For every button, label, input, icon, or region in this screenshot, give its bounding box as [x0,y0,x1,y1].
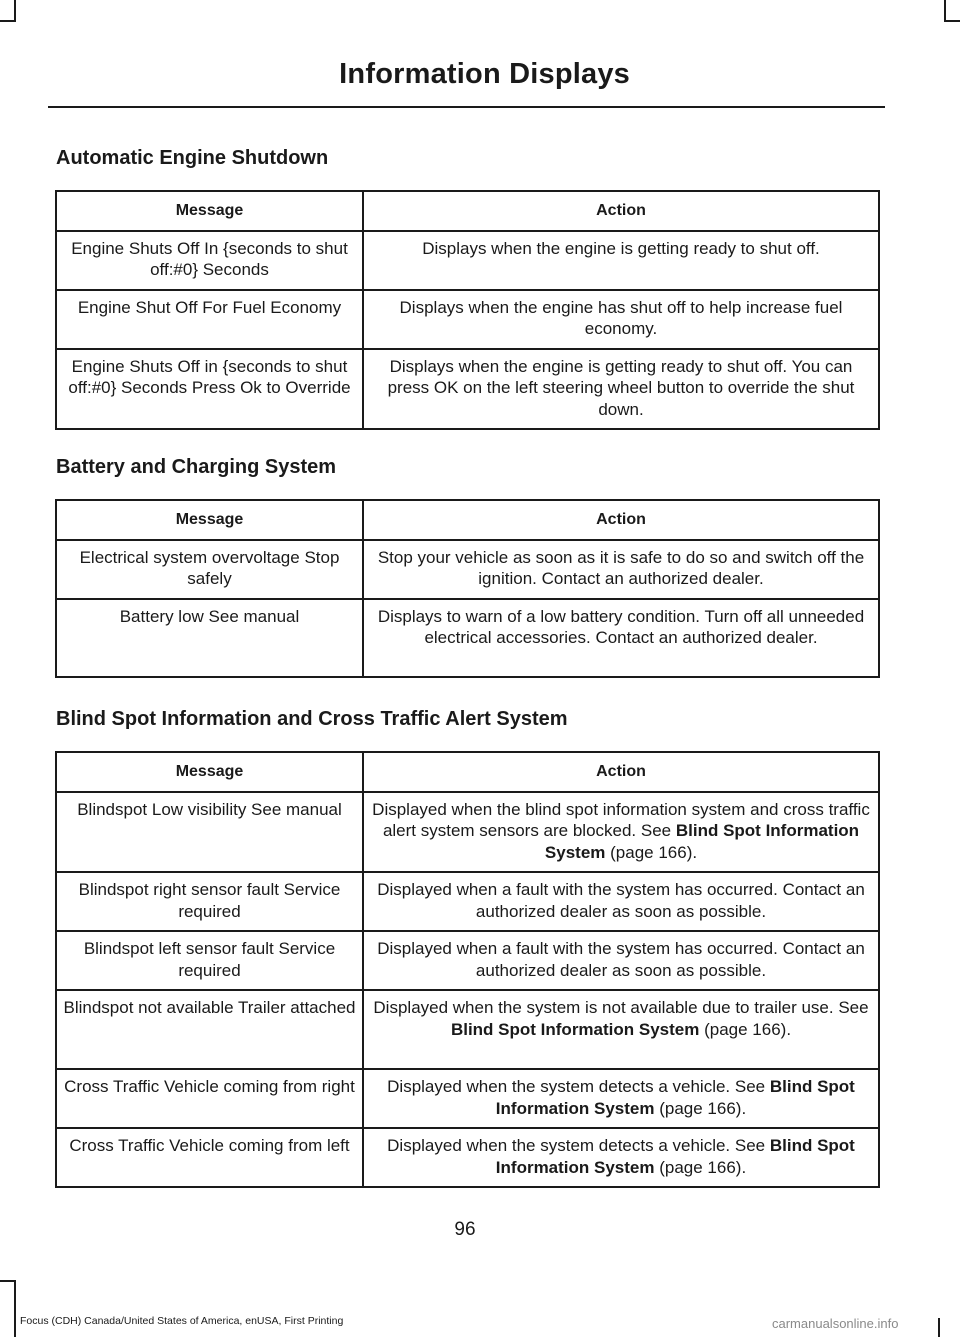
page-reference: (page 166). [704,1019,792,1039]
page-title: Information Displays [339,58,630,90]
crop-mark [0,20,16,22]
crop-mark [944,0,946,20]
engine-shutdown-table [55,190,880,430]
table-row [56,349,879,430]
column-header-action: Action [363,500,879,540]
crop-mark [0,1280,16,1282]
message-cell: Blindspot not available Trailer attached [56,990,363,1069]
crop-mark [938,1318,940,1337]
page-reference: (page 166). [659,1098,747,1118]
table-header-row [56,191,879,231]
table-row [56,599,879,677]
action-text: Displayed when the system detects a vehicle. See [387,1136,766,1155]
section-heading-battery: Battery and Charging System [56,456,337,478]
message-cell: Cross Traffic Vehicle coming from right [56,1069,363,1128]
cross-reference-link[interactable]: Blind Spot Information System [495,1077,855,1118]
table-row [56,990,879,1069]
table-header-row [56,500,879,540]
table-header-row [56,752,879,792]
section-heading-blind-spot: Blind Spot Information and Cross Traffic Alert System [56,708,568,730]
message-cell: Electrical system overvoltage Stop safely [56,540,363,599]
action-text: Displayed when the blind spot information system and cross traffic alert system sensors are blocked. See [372,799,870,840]
table-row [56,792,879,873]
table-row [56,540,879,599]
action-cell [363,1069,879,1128]
message-cell: Battery low See manual [56,599,363,677]
table-row [56,1128,879,1187]
action-cell: Displays when the engine is getting ready to shut off. You can press OK on the left steering wheel button to override the shut down. [363,349,879,430]
crop-mark [944,20,960,22]
action-cell [363,1128,879,1187]
table-row [56,931,879,990]
section-heading-engine-shutdown: Automatic Engine Shutdown [56,147,329,169]
cross-reference-link[interactable]: Blind Spot Information System [450,1019,700,1039]
table-row [56,872,879,931]
action-cell: Displayed when a fault with the system has occurred. Contact an authorized dealer as soon as possible. [363,931,879,990]
title-divider [48,106,885,108]
cross-reference-link[interactable]: Blind Spot Information System [495,1136,855,1177]
crop-mark [14,1282,16,1337]
message-cell: Engine Shut Off For Fuel Economy [56,290,363,349]
crop-mark [14,0,16,20]
watermark[interactable]: carmanualsonline.info [772,1316,899,1331]
message-cell: Engine Shuts Off in {seconds to shut off:#0} Seconds Press Ok to Override [56,349,363,430]
column-header-action: Action [363,191,879,231]
page-reference: (page 166). [610,842,698,862]
battery-table [55,499,880,678]
action-cell: Displays to warn of a low battery condition. Turn off all unneeded electrical accessories. Contact an authorized dealer. [363,599,879,677]
table-row [56,1069,879,1128]
page-reference: (page 166). [659,1157,747,1177]
action-cell [363,792,879,873]
column-header-message: Message [56,191,363,231]
action-cell: Displayed when a fault with the system has occurred. Contact an authorized dealer as soon as possible. [363,872,879,931]
page-number: 96 [454,1219,476,1240]
message-cell: Blindspot left sensor fault Service required [56,931,363,990]
action-cell: Stop your vehicle as soon as it is safe to do so and switch off the ignition. Contact an authorized dealer. [363,540,879,599]
footer-edition: Focus (CDH) Canada/United States of America, enUSA, First Printing [20,1315,344,1327]
cross-reference-link[interactable]: Blind Spot Information System [544,821,860,862]
action-text: Displayed when the system detects a vehicle. See [387,1077,766,1096]
action-cell [363,990,879,1069]
column-header-message: Message [56,500,363,540]
message-cell: Blindspot Low visibility See manual [56,792,363,873]
table-row [56,231,879,290]
message-cell: Cross Traffic Vehicle coming from left [56,1128,363,1187]
column-header-action: Action [363,752,879,792]
message-cell: Engine Shuts Off In {seconds to shut off:#0} Seconds [56,231,363,290]
blind-spot-table [55,751,880,1188]
action-cell: Displays when the engine has shut off to help increase fuel economy. [363,290,879,349]
table-row [56,290,879,349]
column-header-message: Message [56,752,363,792]
action-text: Displayed when the system is not available due to trailer use. See [373,998,869,1017]
message-cell: Blindspot right sensor fault Service required [56,872,363,931]
action-cell: Displays when the engine is getting ready to shut off. [363,231,879,290]
